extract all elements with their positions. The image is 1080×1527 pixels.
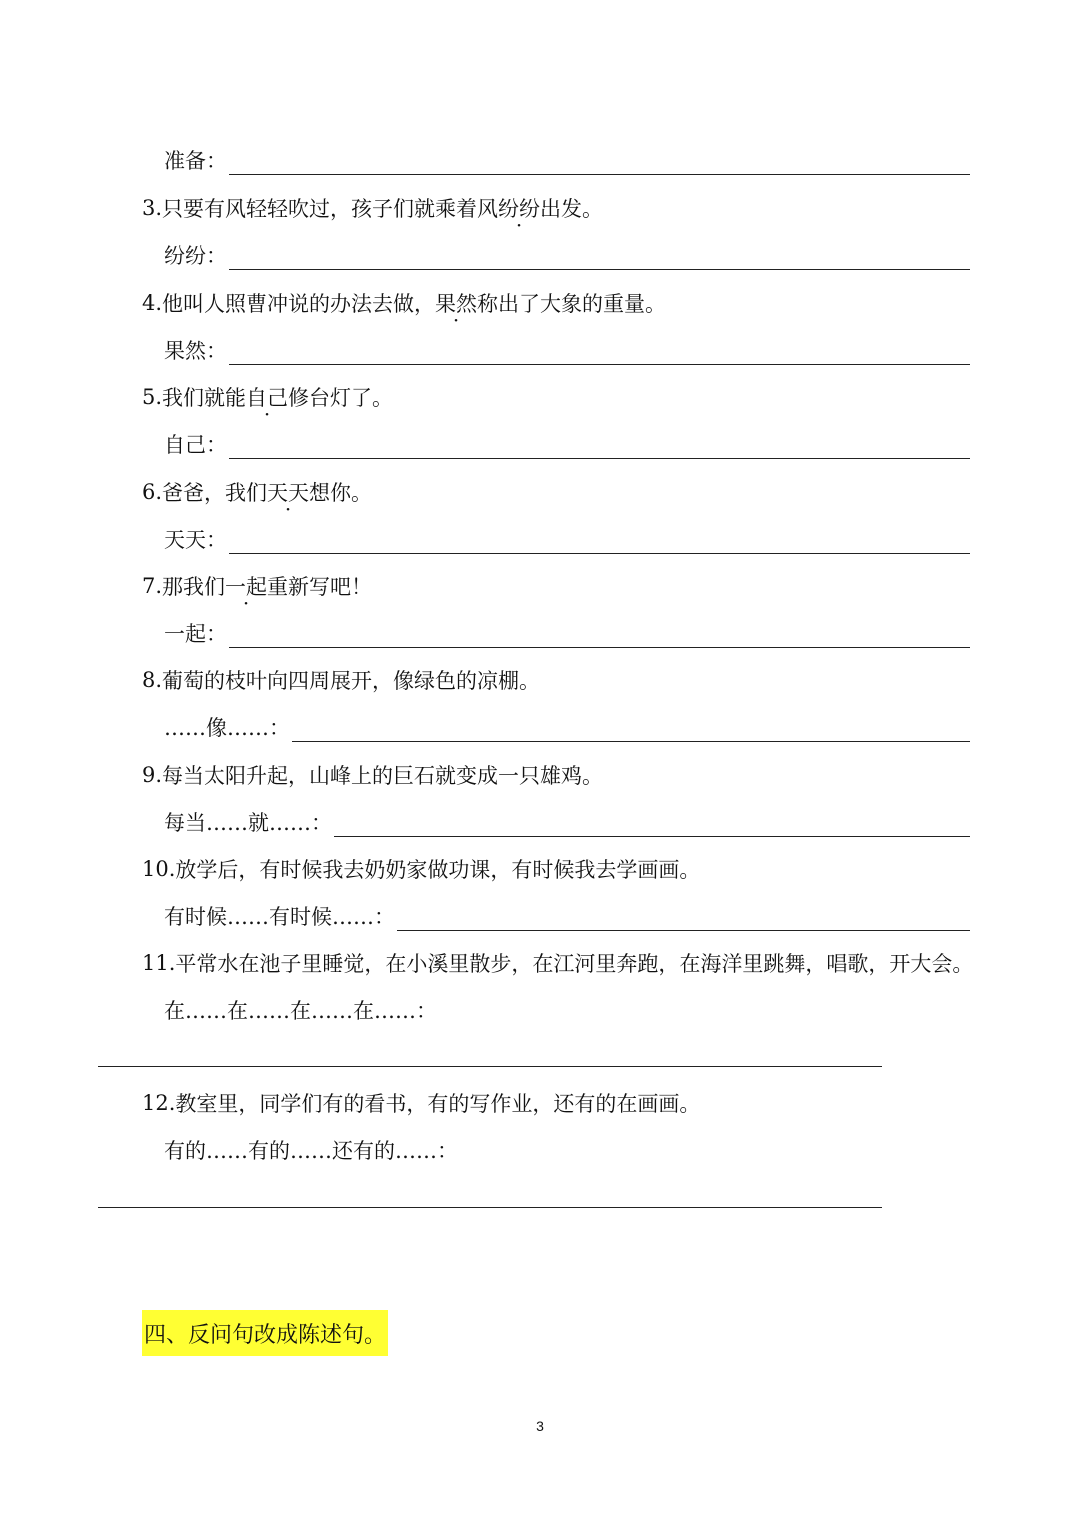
question-text: 教室里，同学们有的看书，有的写作业，还有的在画画。: [175, 1092, 701, 1116]
dotted-word: 纷纷: [498, 197, 541, 221]
page-number: 3: [536, 1418, 544, 1434]
answer-line: [164, 235, 970, 275]
question-10: [142, 849, 700, 889]
answer-label: 有时候……有时候……：: [164, 905, 395, 929]
question-9: [142, 755, 603, 795]
answer-blank[interactable]: [229, 619, 970, 648]
question-7: [142, 566, 372, 606]
question-number: 11.: [142, 951, 176, 975]
question-text-pre: 那我们: [162, 575, 226, 599]
answer-blank[interactable]: [229, 146, 970, 175]
answer-blank[interactable]: [334, 808, 970, 837]
question-text-pre: 我们就能: [162, 386, 247, 410]
dotted-word: 果然: [435, 292, 478, 316]
answer-blank[interactable]: [397, 902, 970, 931]
dotted-word: 自己: [246, 386, 289, 410]
answer-line: [164, 613, 970, 653]
question-4: [142, 283, 666, 323]
question-3: [142, 188, 603, 228]
question-text: 葡萄的枝叶向四周展开，像绿色的凉棚。: [162, 669, 541, 693]
answer-label: 准备：: [164, 149, 227, 173]
question-number: 4.: [142, 291, 163, 315]
question-number: 3.: [142, 196, 163, 220]
question-number: 10.: [142, 857, 176, 881]
section-heading: 四、反问句改成陈述句。: [142, 1310, 388, 1356]
answer-line: [164, 330, 970, 370]
answer-label: 在……在……在……在……：: [164, 999, 437, 1023]
question-8: [142, 660, 540, 700]
question-text: 每当太阳升起，山峰上的巨石就变成一只雄鸡。: [162, 764, 604, 788]
question-text: 平常水在池子里睡觉，在小溪里散步，在江河里奔跑，在海洋里跳舞，唱歌，开大会。: [175, 952, 974, 976]
answer-line: [164, 707, 970, 747]
question-number: 12.: [142, 1091, 176, 1115]
dotted-word: 一起: [225, 575, 268, 599]
question-text-post: 重新写吧！: [267, 575, 373, 599]
answer-blank-line[interactable]: [98, 1207, 882, 1208]
answer-blank-line[interactable]: [98, 1066, 882, 1067]
question-number: 7.: [142, 574, 163, 598]
answer-line: [164, 140, 970, 180]
answer-label: 纷纷：: [164, 244, 227, 268]
answer-label: 果然：: [164, 339, 227, 363]
answer-line: [164, 802, 970, 842]
dotted-word: 天天: [267, 481, 310, 505]
question-number: 9.: [142, 763, 163, 787]
answer-line: [164, 519, 970, 559]
question-text-post: 想你。: [309, 481, 373, 505]
answer-label: 有的……有的……还有的……：: [164, 1139, 458, 1163]
question-text-pre: 只要有风轻轻吹过，孩子们就乘着风: [162, 197, 499, 221]
answer-blank[interactable]: [292, 713, 970, 742]
question-6: [142, 472, 372, 512]
question-number: 6.: [142, 480, 163, 504]
question-text: 放学后，有时候我去奶奶家做功课，有时候我去学画画。: [175, 858, 701, 882]
question-12: [142, 1083, 700, 1123]
question-11: [142, 943, 973, 983]
answer-label: ……像……：: [164, 716, 290, 740]
answer-label: 每当……就……：: [164, 811, 332, 835]
question-5: [142, 377, 393, 417]
answer-label: 天天：: [164, 528, 227, 552]
question-text-post: 出发。: [540, 197, 604, 221]
answer-label: 自己：: [164, 433, 227, 457]
question-text-pre: 爸爸，我们: [162, 481, 268, 505]
answer-line: [164, 424, 970, 464]
answer-prompt: [164, 990, 437, 1030]
answer-blank[interactable]: [229, 336, 970, 365]
answer-line: [164, 896, 970, 936]
answer-prompt: [164, 1130, 458, 1170]
question-text-post: 修台灯了。: [288, 386, 394, 410]
answer-blank[interactable]: [229, 241, 970, 270]
question-number: 8.: [142, 668, 163, 692]
question-text-pre: 他叫人照曹冲说的办法去做，: [162, 292, 436, 316]
answer-blank[interactable]: [229, 430, 970, 459]
question-text-post: 称出了大象的重量。: [477, 292, 667, 316]
answer-label: 一起：: [164, 622, 227, 646]
question-number: 5.: [142, 385, 163, 409]
answer-blank[interactable]: [229, 525, 970, 554]
